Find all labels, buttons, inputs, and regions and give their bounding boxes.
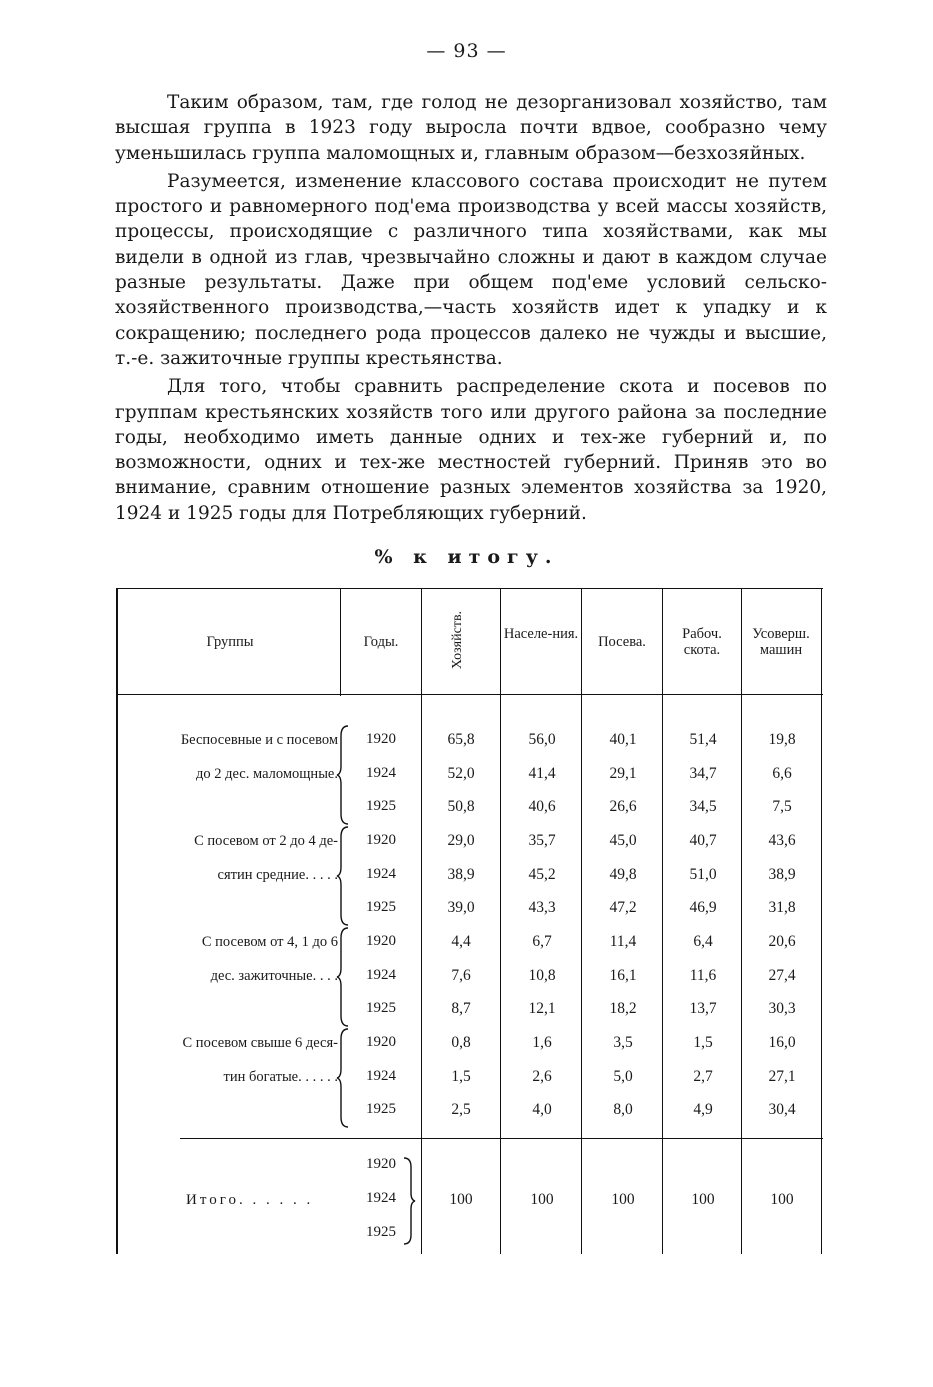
group-label: С посевом от 4, 1 до 6 [201,934,338,950]
cell-machines: 6,6 [772,764,792,782]
row-year: 1920 [366,933,396,949]
cell-livestock: 46,9 [689,899,717,916]
cell-sowing: 26,6 [609,798,637,815]
paragraph: Разумеется, изменение классового состава происходит не путем простого и равномерного под'ема производства у всей массы хозяйств, процессы, происходящие с различного типа хозяйствами, как мы видели в одной из глав, чрезвычайно сложны и дают в каждом случае разные результаты. Даже при общем под'еме условий сельско-хозяйственного производства,—часть хозяйств идет к упадку и к сокращению; последнего рода процессов далеко не чужды и высшие, т.-е. зажиточные группы крестьянства. [115,170,827,369]
cell-households: 7,6 [451,966,471,984]
cell-population: 2,6 [532,1067,552,1085]
col-rule [741,588,742,1254]
col-rule [421,588,422,1254]
cell-population: 40,6 [528,798,556,815]
cell-population: 6,7 [532,933,552,950]
col-rule [662,588,663,1254]
cell-sowing: 8,0 [613,1101,633,1118]
cell-sowing: 5,0 [613,1067,633,1085]
cell-machines: 16,0 [768,1034,796,1051]
row-year: 1920 [366,731,396,747]
total-livestock: 100 [691,1191,715,1208]
cell-machines: 38,9 [768,865,796,883]
group-label: С посевом от 2 до 4 де- [194,833,338,849]
cell-population: 41,4 [528,764,556,782]
row-year: 1920 [366,1034,396,1050]
cell-sowing: 11,4 [609,933,637,950]
table-top-rule [116,588,823,589]
cell-machines: 19,8 [768,731,796,748]
cell-sowing: 18,2 [609,1000,637,1017]
header-machines: Усоверш. машин [752,626,810,658]
cell-households: 52,0 [447,764,475,782]
cell-sowing: 45,0 [609,832,637,849]
cell-machines: 20,6 [768,933,796,950]
brace-icon [336,1027,350,1129]
total-year: 1920 [366,1156,396,1172]
cell-households: 0,8 [451,1034,471,1051]
header-rule [118,694,823,695]
group-label: до 2 дес. маломощные. [196,766,338,782]
table-caption: % к итогу. [374,546,559,568]
cell-households: 38,9 [447,865,475,883]
row-year: 1924 [366,1067,396,1084]
group-label: дес. зажиточные. . . . [210,968,338,984]
cell-machines: 31,8 [768,899,796,916]
total-population: 100 [530,1191,554,1208]
cell-livestock: 40,7 [689,832,717,849]
cell-households: 4,4 [451,933,471,950]
row-year: 1924 [366,764,396,781]
cell-households: 8,7 [451,1000,471,1017]
group-label: сятин средние. . . . . [217,867,338,883]
total-year: 1925 [366,1224,396,1240]
row-year: 1925 [366,899,396,915]
cell-machines: 43,6 [768,832,796,849]
paragraph: Для того, чтобы сравнить распределение скота и посевов по группам крестьянских хозяйств того или другого района за последние годы, необходимо иметь данные одних и тех-же губерний и, по возможности, одних и тех-же местностей губерний. Приняв это во внимание, сравним отношение разных элементов хозяйства за 1920, 1924 и 1925 годы для Потребляющих губерний. [115,376,827,524]
cell-population: 1,6 [532,1034,552,1051]
cell-machines: 7,5 [772,798,792,815]
row-year: 1925 [366,1101,396,1117]
cell-population: 10,8 [528,966,556,984]
group-label: тин богатые. . . . . . [223,1069,338,1085]
cell-sowing: 49,8 [609,865,637,883]
col-rule [340,588,341,696]
row-year: 1920 [366,832,396,848]
paragraph: Таким образом, там, где голод не дезорганизовал хозяйство, там высшая группа в 1923 году выросла почти вдвое, сообразно чему уменьшилась группа маломощных и, главным образом—безхозяйных. [115,92,827,164]
col-rule [500,588,501,1254]
row-year: 1924 [366,865,396,882]
total-rule [180,1138,823,1139]
cell-livestock: 2,7 [693,1067,713,1085]
cell-households: 1,5 [451,1067,471,1085]
cell-livestock: 34,7 [689,764,717,782]
group-label: Беспосевные и с посевом [180,732,338,748]
cell-population: 12,1 [528,1000,556,1017]
table-left-rule [116,588,118,1254]
row-year: 1925 [366,1000,396,1016]
brace-icon [336,825,350,927]
cell-livestock: 51,4 [689,731,717,748]
cell-livestock: 6,4 [693,933,713,950]
total-sowing: 100 [611,1191,635,1208]
cell-population: 56,0 [528,731,556,748]
header-population: Населе-ния. [503,626,579,642]
col-rule [581,588,582,1254]
cell-population: 4,0 [532,1101,552,1118]
cell-sowing: 29,1 [609,764,637,782]
cell-sowing: 40,1 [609,731,637,748]
cell-machines: 27,4 [768,966,796,984]
brace-icon [402,1156,416,1246]
cell-livestock: 51,0 [689,865,717,883]
total-households: 100 [449,1191,473,1208]
col-rule [821,588,822,1254]
total-label: Итого. . . . . . [186,1192,314,1208]
header-groups: Группы [206,634,254,650]
cell-machines: 27,1 [768,1067,796,1085]
page-number: — 93 — [426,40,507,62]
header-sowing: Посева. [598,634,646,650]
cell-households: 39,0 [447,899,475,916]
cell-households: 50,8 [447,798,475,815]
cell-households: 29,0 [447,832,475,849]
header-livestock: Рабоч. скота. [682,626,722,658]
cell-livestock: 11,6 [689,966,717,984]
cell-sowing: 47,2 [609,899,637,916]
total-year: 1924 [366,1190,396,1206]
cell-livestock: 4,9 [693,1101,713,1118]
cell-livestock: 13,7 [689,1000,717,1017]
cell-machines: 30,3 [768,1000,796,1017]
row-year: 1925 [366,798,396,814]
cell-households: 2,5 [451,1101,471,1118]
header-households: Хозяйств. [450,610,465,670]
cell-population: 43,3 [528,899,556,916]
cell-households: 65,8 [447,731,475,748]
group-label: С посевом свыше 6 деся- [182,1035,338,1051]
cell-machines: 30,4 [768,1101,796,1118]
cell-livestock: 34,5 [689,798,717,815]
brace-icon [336,926,350,1028]
total-machines: 100 [770,1191,794,1208]
header-years: Годы. [363,634,399,650]
cell-livestock: 1,5 [693,1034,713,1051]
brace-icon [336,724,350,826]
body-text [115,90,827,529]
cell-population: 45,2 [528,865,556,883]
row-year: 1924 [366,966,396,983]
cell-sowing: 3,5 [613,1034,633,1051]
cell-population: 35,7 [528,832,556,849]
cell-sowing: 16,1 [609,966,637,984]
